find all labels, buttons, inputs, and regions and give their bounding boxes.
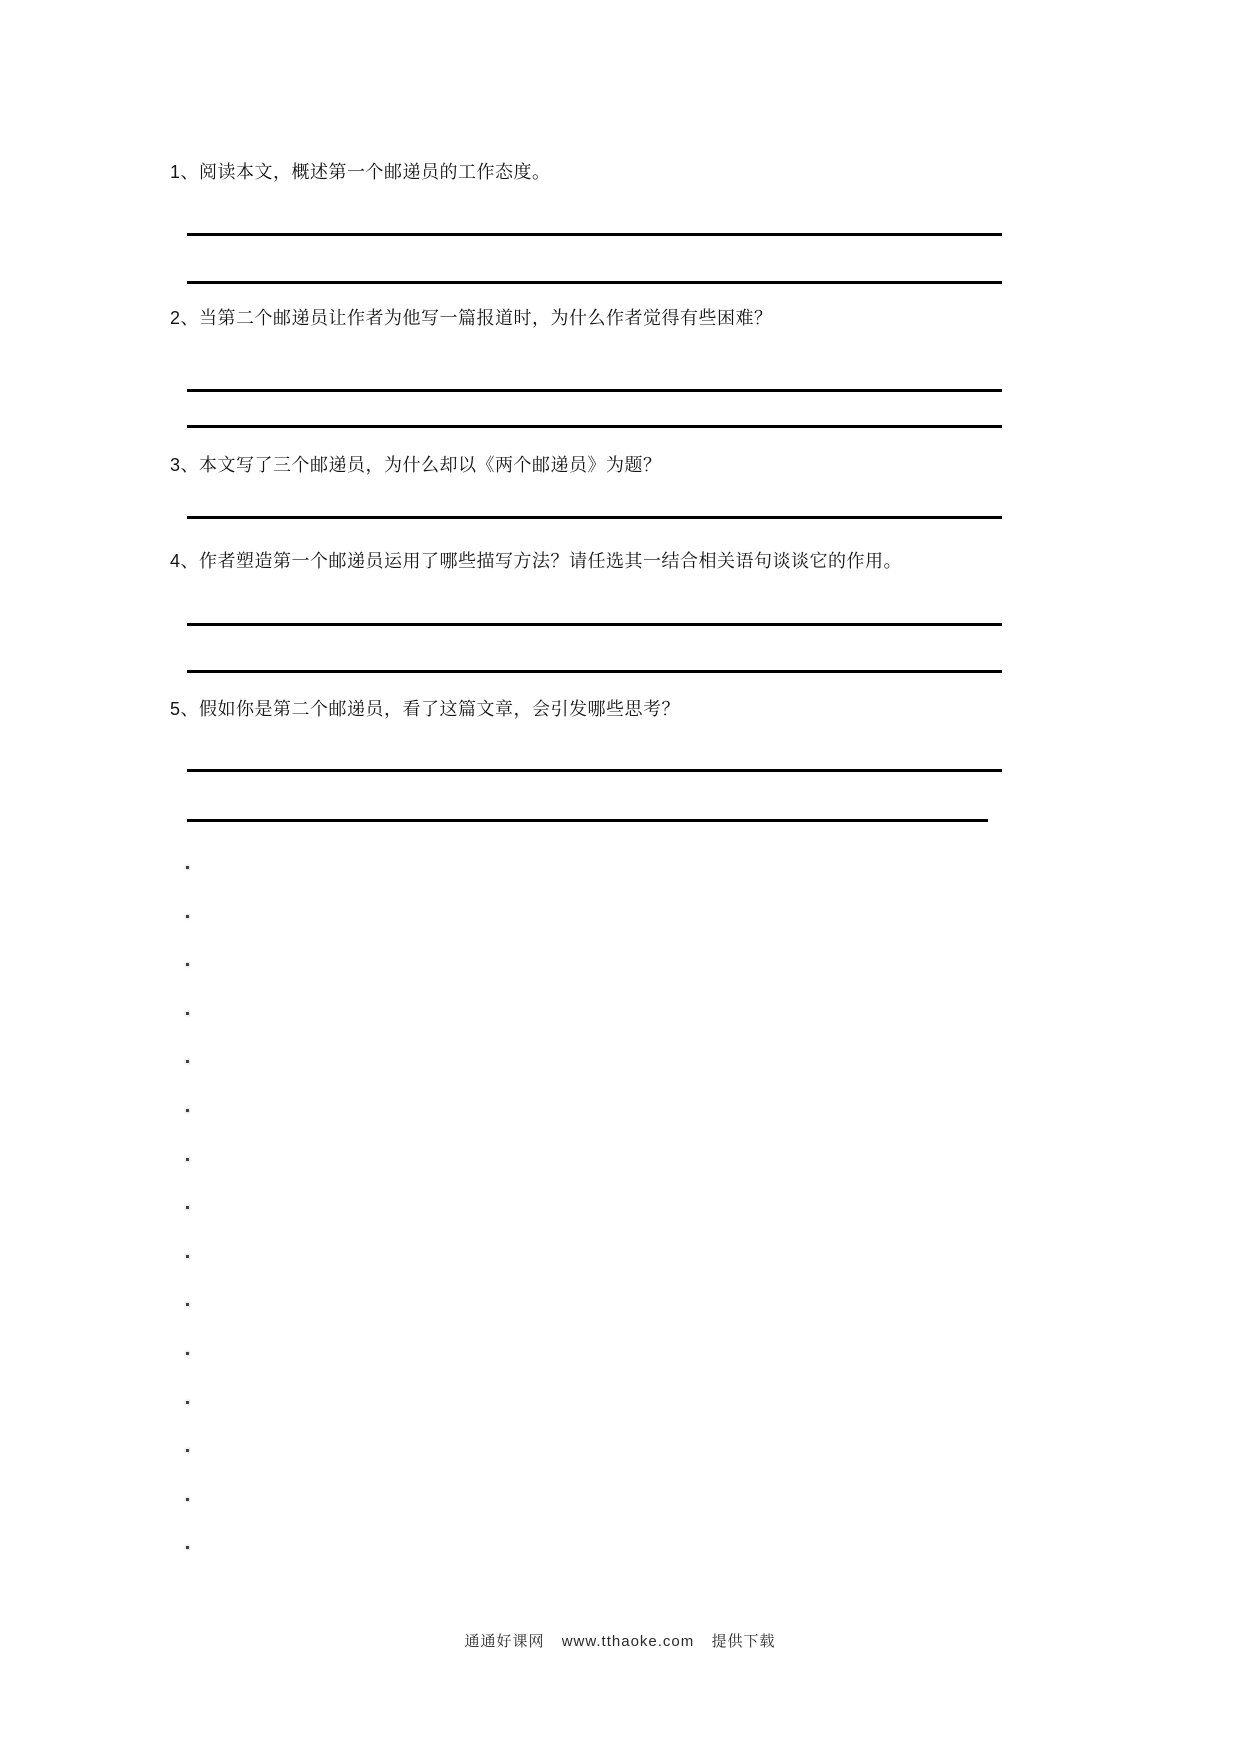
dot-mark (186, 1498, 189, 1501)
footer-site-name: 通通好课网 (464, 1633, 545, 1650)
dot-mark (186, 915, 189, 918)
dot-mark (186, 1158, 189, 1161)
dot-mark (186, 1303, 189, 1306)
answer-line-q4-1 (187, 623, 1002, 626)
dot-mark (186, 1255, 189, 1258)
dot-mark (186, 1449, 189, 1452)
answer-line-q5-2 (187, 819, 988, 822)
footer-url: www.tthaoke.com (561, 1633, 695, 1650)
dot-mark (186, 866, 189, 869)
footer-suffix-text: 提供下载 (711, 1633, 776, 1650)
question-5-text: 5、假如你是第二个邮递员，看了这篇文章，会引发哪些思考？ (170, 699, 681, 719)
dot-mark (186, 1109, 189, 1112)
answer-line-q3-1 (187, 516, 1002, 519)
answer-line-q2-1 (187, 389, 1002, 392)
dot-mark (186, 1401, 189, 1404)
question-4-text: 4、作者塑造第一个邮递员运用了哪些描写方法？请任选其一结合相关语句谈谈它的作用。 (170, 551, 903, 571)
answer-line-q1-2 (187, 281, 1002, 284)
answer-line-q1-1 (187, 233, 1002, 236)
question-2-text: 2、当第二个邮递员让作者为他写一篇报道时，为什么作者觉得有些困难？ (170, 308, 773, 328)
dot-mark (186, 1206, 189, 1209)
answer-line-q5-1 (187, 769, 1002, 772)
question-1-text: 1、阅读本文，概述第一个邮递员的工作态度。 (170, 162, 551, 182)
footer-watermark (0, 1630, 1240, 1651)
answer-line-q4-2 (187, 670, 1002, 673)
dot-mark (186, 963, 189, 966)
dot-mark (186, 1352, 189, 1355)
question-3-text: 3、本文写了三个邮递员，为什么却以《两个邮递员》为题？ (170, 455, 662, 475)
dot-mark (186, 1012, 189, 1015)
answer-line-q2-2 (187, 425, 1002, 428)
dot-mark (186, 1546, 189, 1549)
dot-mark (186, 1060, 189, 1063)
